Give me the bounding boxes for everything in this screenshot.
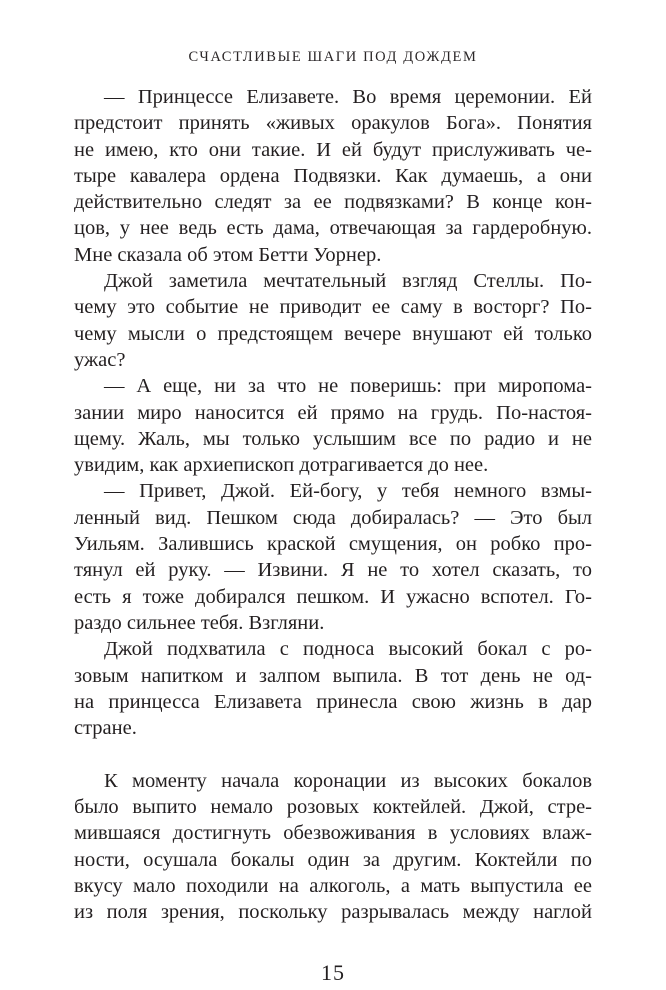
text-line: есть я тоже добирался пешком. И ужасно вспотел. Го-: [74, 585, 592, 608]
text-line: — Принцессе Елизавете. Во время церемонии. Ей: [104, 86, 592, 108]
text-line: чему мысли о предстоящем вечере внушают ей только: [74, 322, 592, 345]
text-line: чему это событие не приводит ее саму в восторг? По-: [74, 296, 592, 319]
section-break: [74, 741, 592, 767]
text-line: тыре кавалера ордена Подвязки. Как думаешь, а они: [74, 164, 592, 187]
text-line: цов, у нее ведь есть дама, отвечающая за гардеробную.: [74, 217, 592, 240]
text-line: зании миро наносится ей прямо на грудь. По-настоя-: [74, 401, 592, 424]
text-line: раздо сильнее тебя. Взгляни.: [74, 611, 325, 634]
text-line: ности, осушала бокалы один за другим. Коктейли по: [74, 848, 592, 871]
text-line: К моменту начала коронации из высоких бокалов: [104, 769, 592, 792]
text-line: ужас?: [74, 348, 126, 371]
text-line: действительно следят за ее подвязками? В конце кон-: [74, 191, 592, 214]
text-line: щему. Жаль, мы только услышим все по радио и не: [74, 427, 592, 450]
page-number: 15: [321, 960, 345, 985]
text-line: стране.: [74, 717, 137, 740]
text-line: зовым напитком и залпом выпила. В тот день не од-: [74, 664, 592, 687]
text-line: вкусу мало походили на алкоголь, а мать выпустила ее: [74, 874, 592, 897]
text-line: увидим, как архиепископ дотрагивается до нее.: [74, 454, 489, 477]
text-line: не имею, кто они такие. И ей будут прислуживать че-: [74, 138, 592, 161]
text-line: тянул ей руку. — Извини. Я не то хотел сказать, то: [74, 559, 592, 582]
text-line: на принцесса Елизавета принесла свою жизнь в дар: [74, 690, 592, 713]
text-line: предстоит принять «живых оракулов Бога». Понятия: [74, 112, 592, 135]
running-head: СЧАСТЛИВЫЕ ШАГИ ПОД ДОЖДЕМ: [188, 49, 478, 65]
text-line: мившаяся достигнуть обезвоживания в условиях влаж-: [74, 822, 592, 845]
text-line: ленный вид. Пешком сюда добиралась? — Это был: [74, 506, 592, 529]
text-line: Уильям. Залившись краской смущения, он робко про-: [74, 533, 592, 556]
text-line: — Привет, Джой. Ей-богу, у тебя немного взмы-: [104, 480, 592, 503]
text-line: из поля зрения, поскольку разрывалась между наглой: [74, 901, 592, 924]
body-text: [74, 84, 592, 926]
text-line: Мне сказала об этом Бетти Уорнер.: [74, 243, 382, 266]
text-line: Джой подхватила с подноса высокий бокал с ро-: [104, 638, 592, 661]
text-line: Джой заметила мечтательный взгляд Стеллы. По-: [104, 270, 592, 293]
text-line: — А еще, ни за что не поверишь: при миропома-: [104, 375, 592, 398]
text-line: было выпито немало розовых коктейлей. Джой, стре-: [74, 796, 592, 819]
